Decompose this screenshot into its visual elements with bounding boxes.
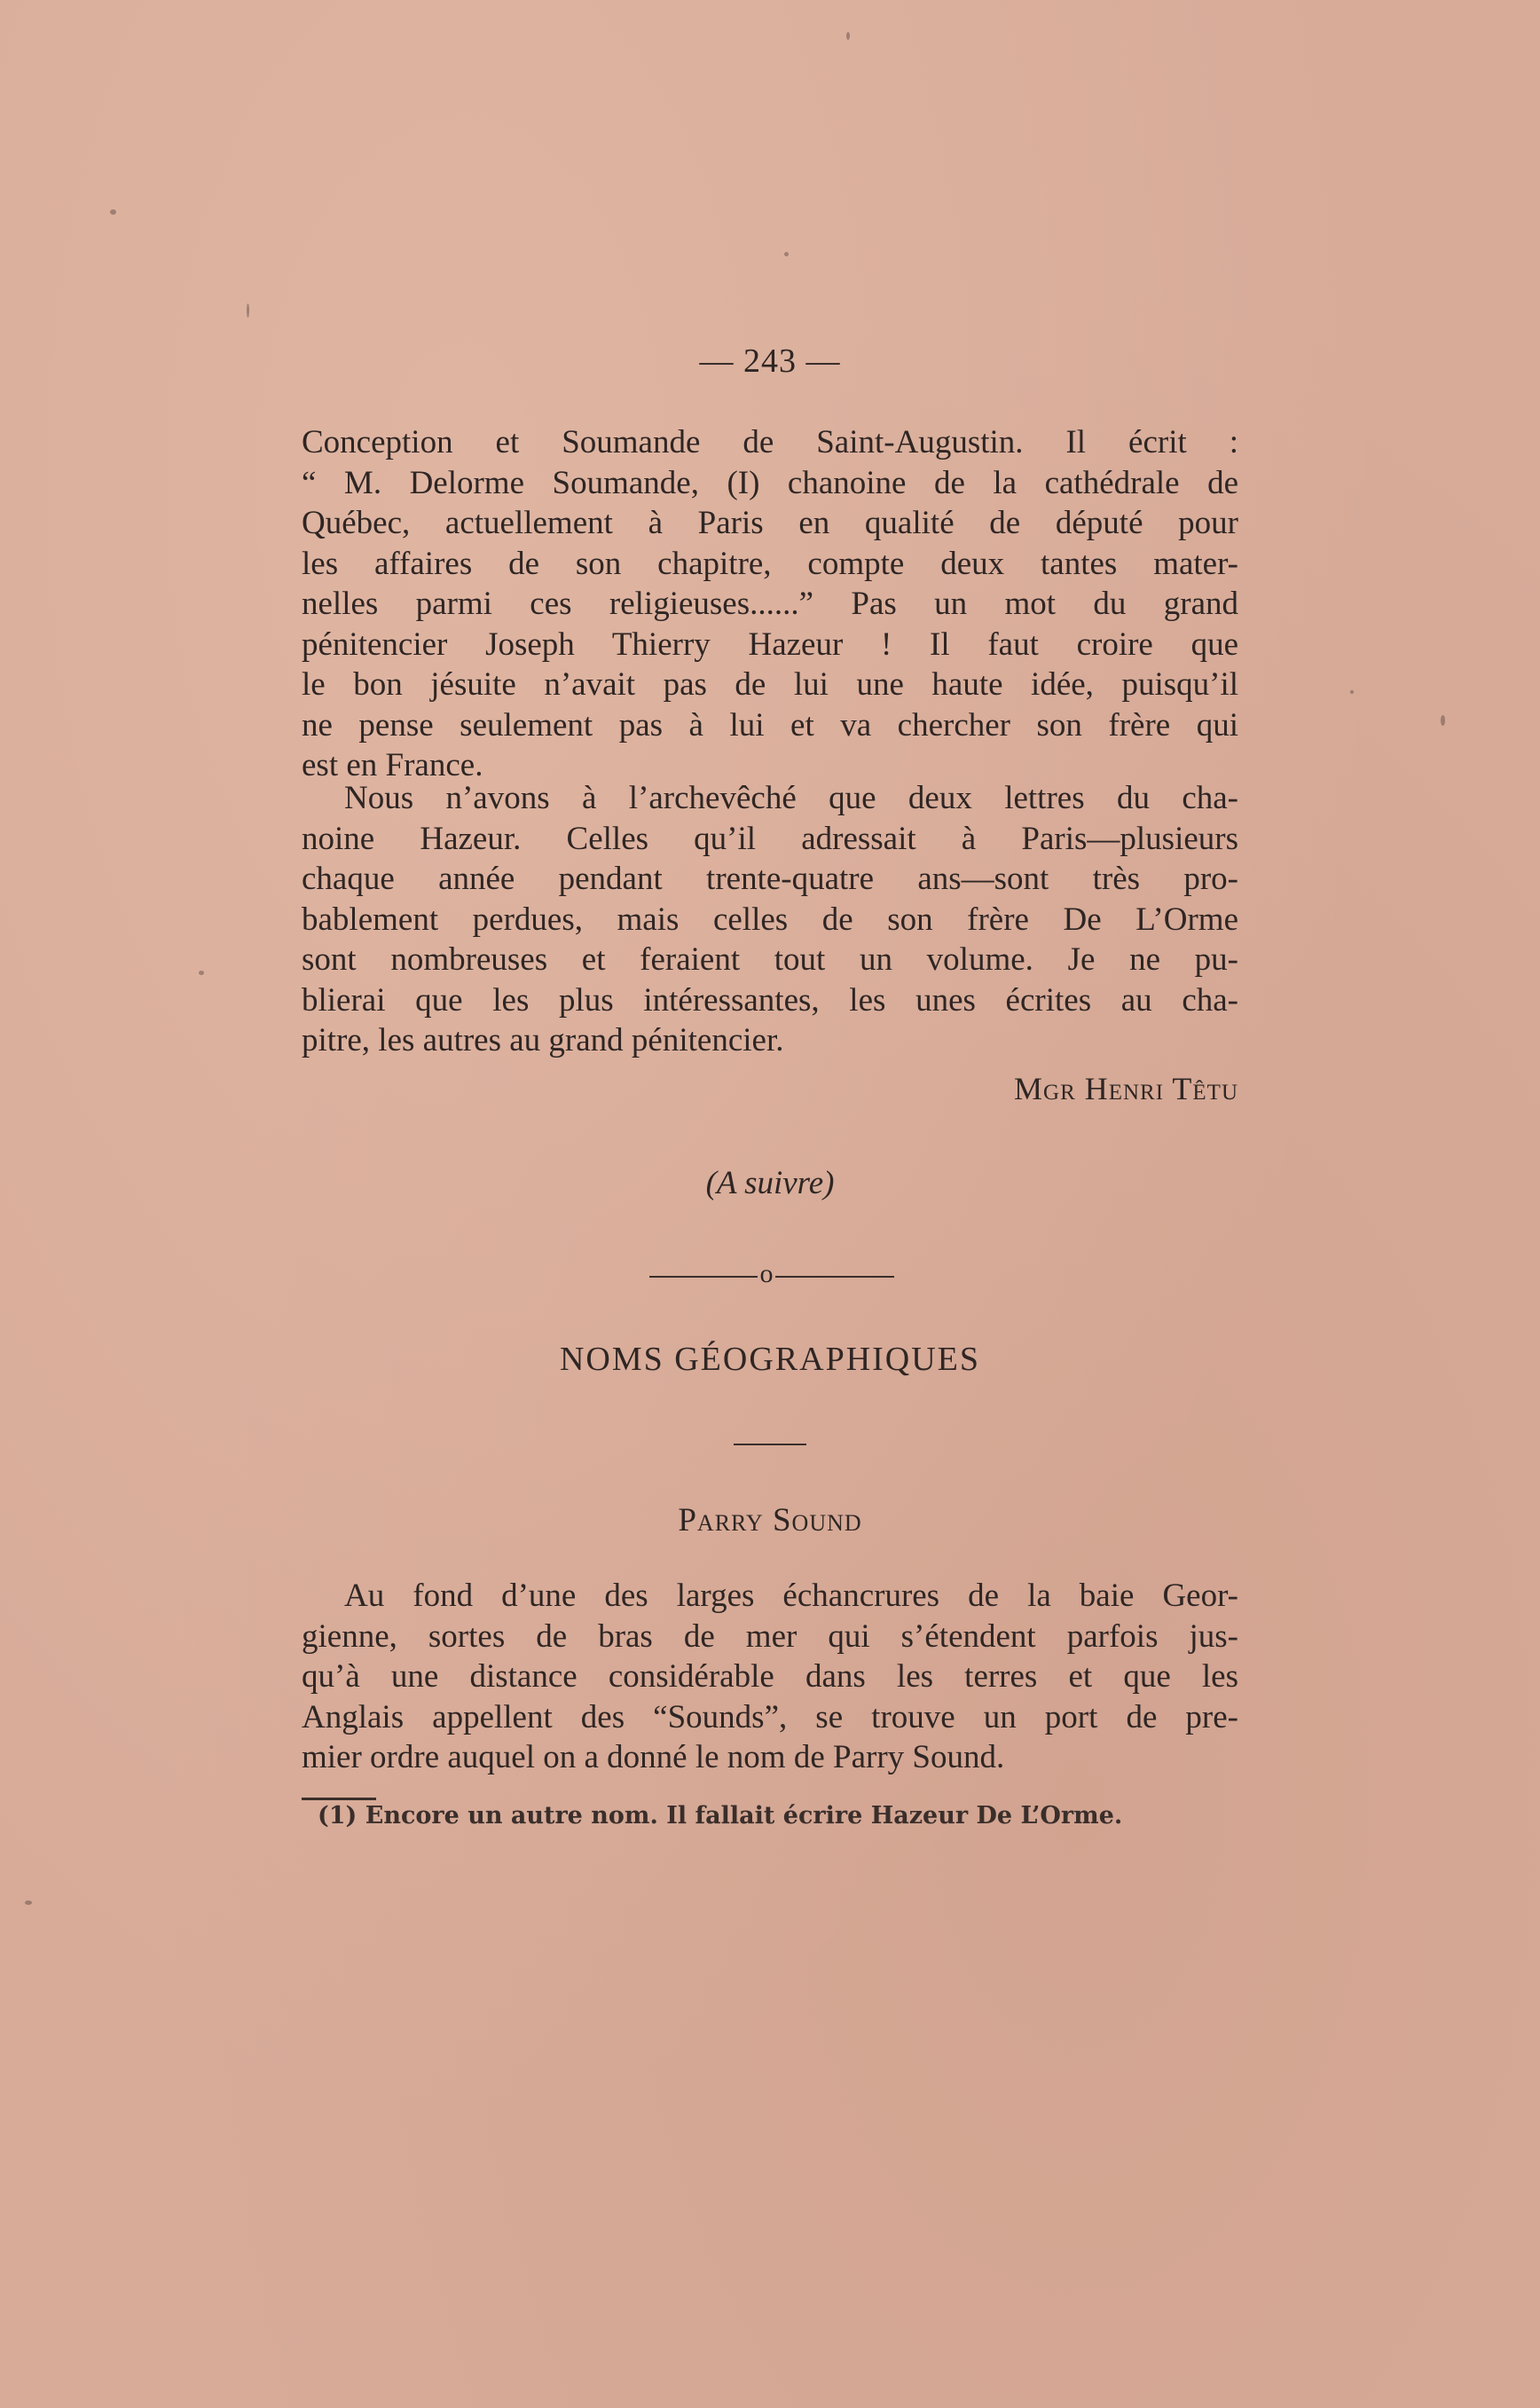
to-be-continued: (A suivre) bbox=[705, 1165, 835, 1201]
paragraph-line: “ M. Delorme Soumande, (I) chanoine de la cathédrale de bbox=[302, 464, 1238, 501]
footnote: (1) Encore un autre nom. Il fallait écrire Hazeur De L’Orme. bbox=[318, 1802, 1123, 1830]
paragraph-line: chaque année pendant trente-quatre ans—sont très pro- bbox=[302, 861, 1238, 897]
paragraph-line: Au fond d’une des larges échancrures de la baie Geor- bbox=[344, 1578, 1238, 1614]
paper-speck bbox=[1441, 715, 1445, 726]
author-signature: Mgr Henri Têtu bbox=[1014, 1071, 1238, 1106]
paragraph-line: Anglais appellent des “Sounds”, se trouve un port de pre- bbox=[302, 1698, 1238, 1735]
separator-line bbox=[775, 1276, 894, 1278]
paragraph-3 bbox=[302, 1576, 1238, 1778]
section-separator bbox=[649, 1259, 894, 1290]
title-rule bbox=[734, 1444, 806, 1445]
separator-mark: o bbox=[759, 1259, 774, 1288]
paragraph-line: le bon jésuite n’avait pas de lui une haute idée, puisqu’il bbox=[302, 666, 1238, 703]
paragraph-line: bablement perdues, mais celles de son frère De L’Orme bbox=[302, 901, 1238, 938]
paragraph-line: ne pense seulement pas à lui et va chercher son frère qui bbox=[302, 706, 1238, 744]
subsection-title: Parry Sound bbox=[678, 1502, 862, 1538]
paragraph-line: les affaires de son chapitre, compte deux tantes mater- bbox=[302, 545, 1238, 582]
page-number: — 243 — bbox=[699, 342, 841, 380]
paper-speck bbox=[199, 971, 204, 975]
paragraph-line: blierai que les plus intéressantes, les unes écrites au cha- bbox=[302, 981, 1238, 1019]
paragraph-line: gienne, sortes de bras de mer qui s’étendent parfois jus- bbox=[302, 1617, 1238, 1655]
paragraph-line: noine Hazeur. Celles qu’il adressait à Paris—plusieurs bbox=[302, 820, 1238, 857]
paper-speck bbox=[25, 1900, 32, 1905]
paragraph-1 bbox=[302, 422, 1238, 786]
paper-speck bbox=[1350, 690, 1354, 694]
paragraph-line: qu’à une distance considérable dans les terres et que les bbox=[302, 1658, 1238, 1695]
paper-speck bbox=[784, 252, 789, 256]
paragraph-line: est en France. bbox=[302, 747, 483, 783]
separator-line bbox=[649, 1276, 758, 1278]
paragraph-line: pitre, les autres au grand pénitencier. bbox=[302, 1022, 784, 1058]
paragraph-2 bbox=[302, 778, 1238, 1061]
paper-speck bbox=[110, 209, 116, 215]
paragraph-line: pénitencier Joseph Thierry Hazeur ! Il faut croire que bbox=[302, 626, 1238, 663]
section-title: NOMS GÉOGRAPHIQUES bbox=[559, 1341, 981, 1378]
paragraph-line: Conception et Soumande de Saint-Augustin. Il écrit : bbox=[302, 424, 1238, 460]
paper-speck bbox=[247, 303, 249, 318]
paragraph-line: mier ordre auquel on a donné le nom de Parry Sound. bbox=[302, 1739, 1005, 1775]
paragraph-line: Nous n’avons à l’archevêché que deux lettres du cha- bbox=[344, 780, 1238, 816]
paper-speck bbox=[846, 32, 850, 40]
paragraph-line: Québec, actuellement à Paris en qualité de député pour bbox=[302, 505, 1238, 541]
paragraph-line: nelles parmi ces religieuses......” Pas un mot du grand bbox=[302, 586, 1238, 622]
paragraph-line: sont nombreuses et feraient tout un volume. Je ne pu- bbox=[302, 941, 1238, 978]
